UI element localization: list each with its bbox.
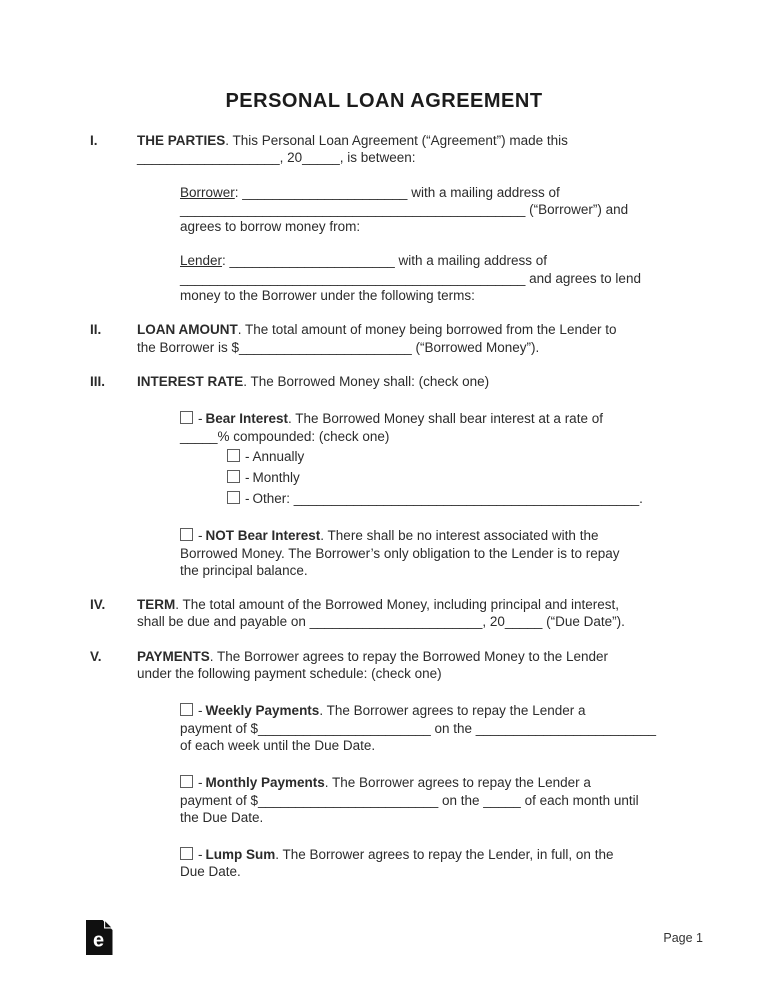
paragraph-text: under the following payment schedule: (check one) bbox=[137, 666, 442, 682]
paragraph-text: . The total amount of the Borrowed Money, including principal and interest, bbox=[175, 597, 620, 613]
paragraph-text: of each week until the Due Date. bbox=[180, 737, 376, 753]
paragraph-text: the Due Date. bbox=[180, 809, 264, 825]
paragraph-text: : ______________________ with a mailing address of bbox=[222, 253, 548, 269]
paragraph-text: : ______________________ with a mailing address of bbox=[234, 184, 560, 200]
paragraph-text: the Borrower is $_______________________ (“Borrowed Money”). bbox=[137, 339, 540, 355]
annually-option bbox=[227, 448, 677, 465]
checkbox-dash: - bbox=[245, 470, 250, 486]
checkbox-dash: - bbox=[245, 449, 250, 465]
bear-interest-option bbox=[180, 410, 677, 445]
option-label: Other: bbox=[252, 490, 291, 506]
bear-interest-checkbox[interactable] bbox=[180, 411, 193, 424]
checkbox-dash: - bbox=[198, 847, 203, 863]
weekly-payments-option bbox=[180, 702, 677, 754]
section-heading: INTEREST RATE bbox=[137, 373, 244, 389]
logo-folded-corner bbox=[105, 920, 113, 928]
section-numeral: I. bbox=[90, 133, 98, 148]
paragraph-text: . The Borrowed Money shall bear interest at a rate of bbox=[288, 411, 603, 427]
monthly-option bbox=[227, 469, 677, 486]
paragraph-text: shall be due and payable on _______________________, 20_____ (“Due Date”). bbox=[137, 614, 625, 630]
option-label: Bear Interest bbox=[205, 411, 289, 427]
borrower-label: Borrower bbox=[180, 184, 235, 200]
checkbox-dash: - bbox=[198, 703, 203, 719]
paragraph-text: Due Date. bbox=[180, 864, 241, 880]
paragraph-text: money to the Borrower under the following terms: bbox=[180, 288, 475, 304]
checkbox-dash: - bbox=[198, 775, 203, 791]
paragraph-text: _____% compounded: (check one) bbox=[180, 428, 390, 444]
section-heading: LOAN AMOUNT bbox=[137, 322, 238, 338]
section-the-parties bbox=[90, 132, 677, 304]
not-bear-interest-option bbox=[180, 527, 677, 579]
option-label: Monthly bbox=[252, 470, 300, 486]
paragraph-text: payment of $_______________________ on the ________________________ bbox=[180, 720, 656, 736]
weekly-payments-checkbox[interactable] bbox=[180, 703, 193, 716]
section-numeral: V. bbox=[90, 648, 102, 664]
paragraph-text: the principal balance. bbox=[180, 562, 308, 578]
document-title: PERSONAL LOAN AGREEMENT bbox=[225, 90, 543, 112]
lender-block bbox=[180, 252, 677, 304]
section-interest-rate bbox=[90, 373, 677, 579]
other-option bbox=[227, 490, 677, 507]
monthly-payments-checkbox[interactable] bbox=[180, 775, 193, 788]
checkbox-dash: - bbox=[245, 490, 250, 506]
paragraph-parties bbox=[137, 132, 677, 167]
not-bear-interest-checkbox[interactable] bbox=[180, 528, 193, 541]
option-label: Weekly Payments bbox=[205, 703, 320, 719]
option-label: Lump Sum bbox=[205, 847, 276, 863]
section-loan-amount bbox=[90, 321, 677, 356]
monthly-payments-option bbox=[180, 774, 677, 826]
other-checkbox[interactable] bbox=[227, 491, 240, 504]
page-number-label: Page 1 bbox=[663, 931, 703, 945]
fill-in-blank: ______________________________________________. bbox=[290, 490, 643, 506]
paragraph-text: . The total amount of money being borrowed from the Lender to bbox=[237, 322, 617, 338]
paragraph-payments bbox=[137, 648, 677, 683]
paragraph-text: Borrowed Money. The Borrower’s only obligation to the Lender is to repay bbox=[180, 545, 620, 561]
option-label: Monthly Payments bbox=[205, 775, 325, 791]
paragraph-text: payment of $________________________ on the _____ of each month until bbox=[180, 792, 639, 808]
paragraph-text: . The Borrowed Money shall: (check one) bbox=[243, 373, 490, 389]
document-body bbox=[0, 132, 768, 881]
section-numeral: IV. bbox=[90, 597, 106, 613]
section-numeral: II. bbox=[90, 322, 102, 338]
section-heading: PAYMENTS bbox=[137, 648, 210, 664]
paragraph-text: . The Borrower agrees to repay the Lender, in full, on the bbox=[275, 847, 614, 863]
lender-label: Lender bbox=[180, 253, 223, 269]
paragraph-text: . The Borrower agrees to repay the Lender a bbox=[319, 703, 586, 719]
paragraph-text: ______________________________________________ (“Borrower”) and bbox=[180, 201, 629, 217]
annually-checkbox[interactable] bbox=[227, 449, 240, 462]
logo-letter: e bbox=[93, 929, 105, 952]
lump-sum-option bbox=[180, 846, 677, 881]
section-heading: THE PARTIES bbox=[137, 133, 226, 148]
paragraph-text: agrees to borrow money from: bbox=[180, 219, 361, 235]
section-heading: TERM bbox=[137, 597, 176, 613]
section-term bbox=[90, 596, 677, 631]
paragraph-text: ______________________________________________ and agrees to lend bbox=[180, 270, 641, 286]
option-label: Annually bbox=[252, 449, 305, 465]
eforms-document-logo bbox=[86, 920, 113, 955]
section-numeral: III. bbox=[90, 373, 106, 389]
borrower-block bbox=[180, 184, 677, 236]
option-label: NOT Bear Interest bbox=[205, 528, 321, 544]
paragraph-text: . This Personal Loan Agreement (“Agreement”) made this bbox=[225, 133, 568, 148]
lump-sum-checkbox[interactable] bbox=[180, 847, 193, 860]
monthly-checkbox[interactable] bbox=[227, 470, 240, 483]
paragraph-text: . There shall be no interest associated with the bbox=[320, 528, 599, 544]
paragraph-text: . The Borrower agrees to repay the Lender a bbox=[324, 775, 591, 791]
checkbox-dash: - bbox=[198, 528, 203, 544]
paragraph-text: ___________________, 20_____, is between: bbox=[137, 150, 416, 166]
paragraph-text: . The Borrower agrees to repay the Borrowed Money to the Lender bbox=[209, 648, 609, 664]
checkbox-dash: - bbox=[198, 411, 203, 427]
section-payments bbox=[90, 648, 677, 881]
